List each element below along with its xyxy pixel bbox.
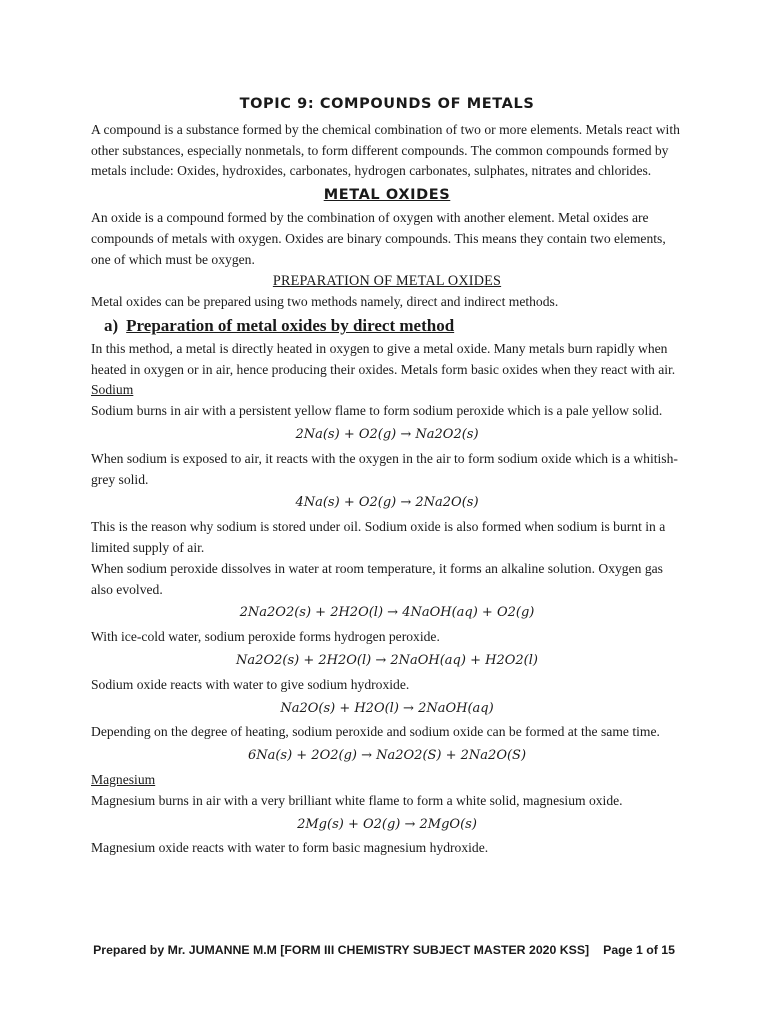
equation-7: 2Mg(s) + O2(g) → 2MgO(s) [297,816,477,832]
equation-2: 4Na(s) + O2(g) → 2Na2O(s) [295,495,479,511]
intro-paragraph: A compound is a substance formed by the chemical combination of two or more elements. Metals react with other substances, especially nonmetals, to form different compounds. The common compounds formed by metals include: Oxides, hydroxides, carbonates, hydrogen carbonates, sulphates, nitrates and chlorides. [91,121,680,179]
sodium-paragraph-5: With ice-cold water, sodium peroxide forms hydrogen peroxide. [91,629,440,645]
equation-6: 6Na(s) + 2O2(g) → Na2O2(S) + 2Na2O(S) [247,748,527,764]
page-title: TOPIC 9: COMPOUNDS OF METALS [239,96,535,112]
sodium-paragraph-7: Depending on the degree of heating, sodium peroxide and sodium oxide can be formed at the same time. [91,724,660,740]
method-heading [104,316,683,337]
sodium-paragraph-1: Sodium burns in air with a persistent yellow flame to form sodium peroxide which is a pale yellow solid. [91,403,663,419]
sodium-paragraph-6: Sodium oxide reacts with water to give sodium hydroxide. [91,676,410,692]
equation-1: 2Na(s) + O2(g) → Na2O2(s) [295,426,479,442]
method-heading-text: Preparation of metal oxides by direct method [126,315,455,335]
magnesium-paragraph-2: Magnesium oxide reacts with water to form basic magnesium hydroxide. [91,840,489,856]
equation-4: Na2O2(s) + 2H2O(l) → 2NaOH(aq) + H2O2(l) [236,652,538,668]
magnesium-paragraph-1: Magnesium burns in air with a very brilliant white flame to form a white solid, magnesium oxide. [91,792,623,808]
method-paragraph: In this method, a metal is directly heated in oxygen to give a metal oxide. Many metals burn rapidly when heated in oxygen or in air, hence producing their oxides. Metals form basic oxides when they react with air. [91,340,676,377]
magnesium-heading: Magnesium [91,771,156,787]
metal-oxides-paragraph: An oxide is a compound formed by the combination of oxygen with another element. Metal oxides are compounds of metals with oxygen. Oxides are binary compounds. This means they contain two elements, one of which must be oxygen. [91,209,666,267]
sodium-paragraph-4: When sodium peroxide dissolves in water at room temperature, it forms an alkaline solution. Oxygen gas also evolved. [91,560,663,597]
preparation-paragraph: Metal oxides can be prepared using two methods namely, direct and indirect methods. [91,294,559,310]
section-heading: METAL OXIDES [323,187,451,204]
equation-3: 2Na2O2(s) + 2H2O(l) → 4NaOH(aq) + O2(g) [239,605,535,621]
page-content [91,94,683,859]
sodium-heading: Sodium [91,382,134,398]
preparation-heading: PREPARATION OF METAL OXIDES [272,273,502,290]
sodium-paragraph-2: When sodium is exposed to air, it reacts with the oxygen in the air to form sodium oxide which is a whitish-grey solid. [91,450,678,487]
page-number: Page 1 of 15 [603,943,675,957]
page-footer [0,943,768,957]
sodium-paragraph-3: This is the reason why sodium is stored under oil. Sodium oxide is also formed when sodium is burnt in a limited supply of air. [91,519,666,555]
method-letter: a) [104,315,119,335]
equation-5: Na2O(s) + H2O(l) → 2NaOH(aq) [280,700,494,716]
footer-prepared-by: Prepared by Mr. JUMANNE M.M [FORM III CHEMISTRY SUBJECT MASTER 2020 KSS] [93,943,590,957]
